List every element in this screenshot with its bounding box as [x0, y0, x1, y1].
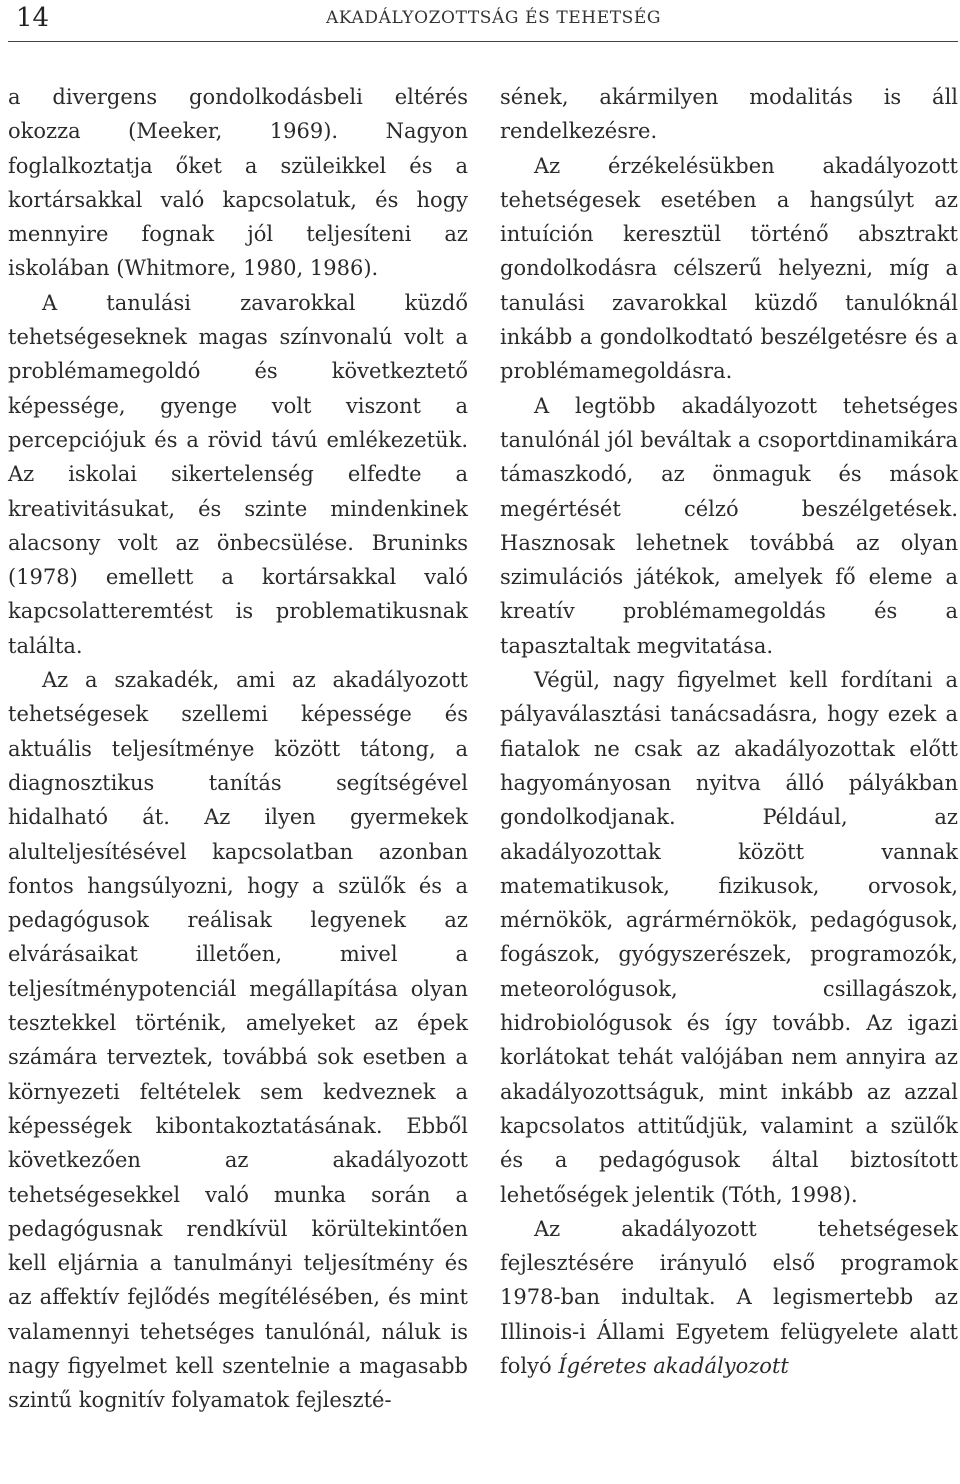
paragraph: a divergens gondolkodásbeli eltérés okozza (Meeker, 1969). Nagyon foglalkoztatja őket a szüleikkel és a kortársakkal való kapcsolatuk, és hogy mennyire fognak jól teljesíteni az iskolában (Whitmore, 1980, 1986).	[8, 85, 468, 281]
right-column	[500, 80, 958, 1383]
page-header	[8, 0, 958, 42]
page-number: 14	[16, 3, 50, 33]
left-column	[8, 80, 468, 1418]
paragraph-text: Az akadályozott tehetségesek fejlesztésére irányuló első programok 1978-ban indultak. A legismertebb az Illinois-i Állami Egyetem felügyelete alatt folyó	[500, 1216, 958, 1378]
paragraph: Végül, nagy figyelmet kell fordítani a pályaválasztási tanácsadásra, hogy ezek a fiatalok ne csak az akadályozottak előtt hagyományosan nyitva álló pályákban gondolkodjanak. Például, az akadályozottak között vannak matematikusok, fizikusok, orvosok, mérnökök, agrármérnökök, pedagógusok, fogászok, gyógyszerészek, programozók, meteorológusok, csillagászok, hidrobiológusok és így tovább. Az igazi korlátokat tehát valójában nem annyira az akadályozottságuk, mint inkább az azzal kapcsolatos attitűdjük, valamint a szülők és a pedagógusok által biztosított lehetőségek jelentik (Tóth, 1998).	[500, 668, 958, 1207]
paragraph: Az a szakadék, ami az akadályozott tehetségesek szellemi képessége és aktuális teljesítménye között tátong, a diagnosztikus tanítás segítségével hidalható át. Az ilyen gyermekek alulteljesítésével kapcsolatban azonban fontos hangsúlyozni, hogy a szülők és a pedagógusok reálisak legyenek az elvárásaikat illetően, mivel a teljesítménypotenciál megállapítása olyan tesztekkel történik, amelyeket az épek számára terveztek, továbbá sok esetben a környezeti feltételek sem kedveznek a képességek kibontakoztatásának. Ebből következően az akadályozott tehetségesekkel való munka során a pedagógusnak rendkívül körültekintően kell eljárnia a tanulmányi teljesítmény és az affektív fejlődés megítélésében, és mint valamennyi tehetséges tanulónál, náluk is nagy figyelmet kell szentelnie a magasabb szintű kognitív folyamatok fejleszté-	[8, 668, 468, 1413]
header-rule	[8, 41, 958, 42]
paragraph	[500, 1212, 958, 1383]
program-title: Ígéretes akadályozott	[558, 1353, 789, 1378]
paragraph: sének, akármilyen modalitás is áll rendelkezésre.	[500, 85, 958, 144]
paragraph: Az érzékelésükben akadályozott tehetségesek esetében a hangsúlyt az intuíción keresztül történő absztrakt gondolkodásra célszerű helyezni, míg a tanulási zavarokkal küzdő tanulóknál inkább a gondolkodtató beszélgetésre és a problémamegoldásra.	[500, 153, 958, 384]
paragraph: A legtöbb akadályozott tehetséges tanulónál jól beváltak a csoportdinamikára támaszkodó, az önmaguk és mások megértését célzó beszélgetések. Hasznosak lehetnek továbbá az olyan szimulációs játékok, amelyek fő eleme a kreatív problémamegoldás és a tapasztaltak megvitatása.	[500, 393, 958, 658]
running-title: AKADÁLYOZOTTSÁG ÉS TEHETSÉG	[326, 8, 662, 28]
paragraph: A tanulási zavarokkal küzdő tehetségeseknek magas színvonalú volt a problémamegoldó és következtető képessége, gyenge volt viszont a percepciójuk és a rövid távú emlékezetük. Az iskolai sikertelenség elfedte a kreativitásukat, és szinte mindenkinek alacsony volt az önbecsülése. Bruninks (1978) emellett a kortársakkal való kapcsolatteremtést is problematikusnak találta.	[8, 290, 468, 658]
